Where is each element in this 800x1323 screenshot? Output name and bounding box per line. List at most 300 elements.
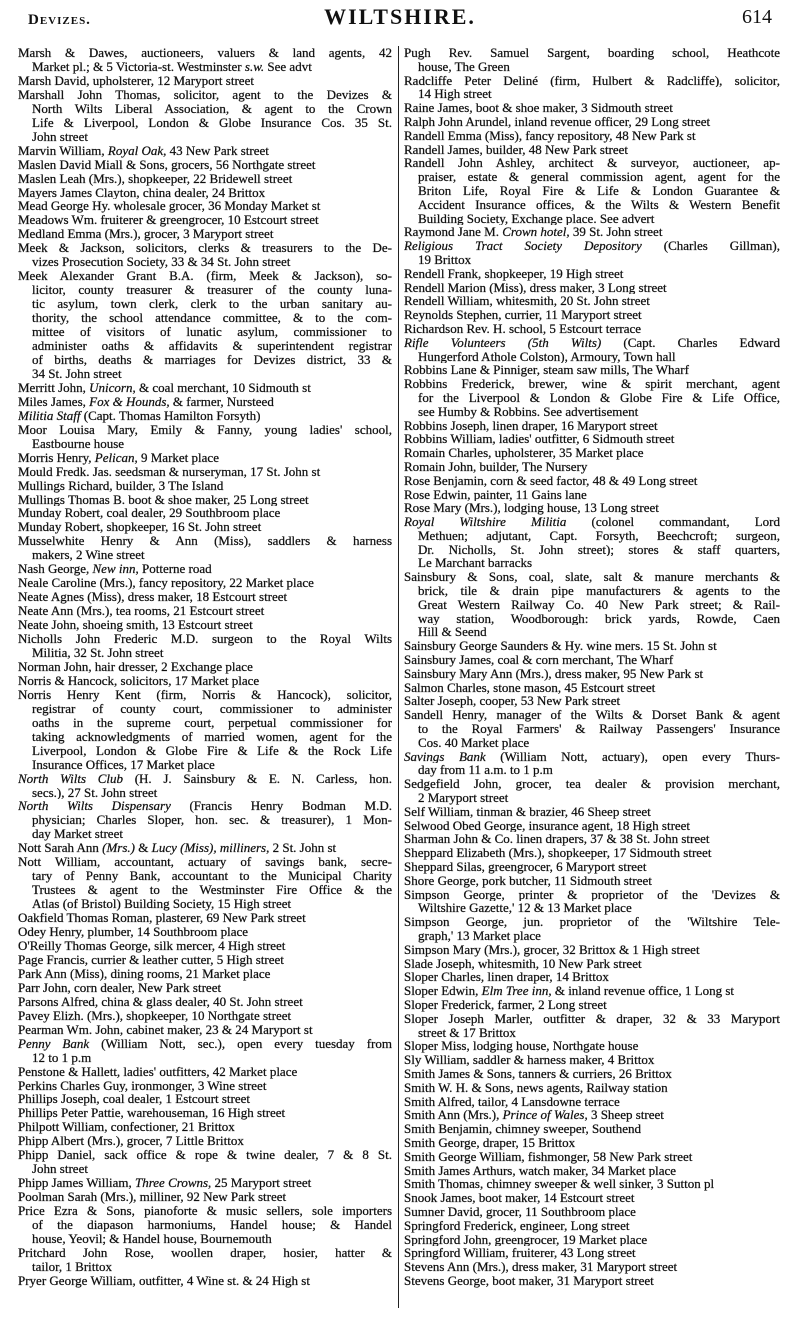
entry-line (404, 901, 780, 915)
directory-entry (404, 156, 780, 225)
entry-text: Pearman Wm. John, cabinet maker, 23 & 24 Maryport st (18, 1022, 313, 1037)
directory-entry (18, 841, 392, 855)
directory-entry (18, 423, 392, 451)
directory-entry (404, 239, 780, 267)
directory-entry (404, 1260, 780, 1274)
entry-text: Springford William, fruiterer, 43 Long street (404, 1246, 636, 1261)
entry-line (18, 576, 392, 590)
entry-line (18, 213, 392, 227)
directory-entry (404, 363, 780, 377)
entry-line (404, 543, 780, 557)
entry-text: John street (32, 129, 88, 144)
entry-text: Meek & Jackson, solicitors, clerks & treasurers to the De- (18, 241, 392, 256)
directory-entry (404, 681, 780, 695)
entry-text: way station, Woodborough: brick yards, Rowde, Caen (418, 611, 780, 626)
entry-line (18, 1079, 392, 1093)
entry-text: Militia, 32 St. John street (32, 645, 164, 660)
entry-line (404, 488, 780, 502)
entry-text: Springford Frederick, engineer, Long street (404, 1218, 630, 1233)
entry-line (18, 158, 392, 172)
entry-line (18, 172, 392, 186)
entry-text: Musselwhite Henry & Ann (Miss), saddlers & harness (18, 534, 392, 549)
entry-line (404, 225, 780, 239)
directory-entry (404, 336, 780, 364)
entry-line (404, 377, 780, 391)
entry-line (18, 799, 392, 813)
entry-text: Smith George William, fishmonger, 58 New Park street (404, 1149, 693, 1164)
entry-line (18, 423, 392, 437)
entry-line (404, 970, 780, 984)
entry-text: See advt (264, 59, 312, 74)
entry-line (18, 702, 392, 716)
entry-line (18, 227, 392, 241)
entry-text: 12 to 1 p.m (32, 1050, 92, 1065)
entry-line (404, 1219, 780, 1233)
entry-text: Randell James, builder, 48 New Park street (404, 142, 629, 157)
entry-italic-name: Militia Staff (18, 408, 81, 423)
entry-text: of the diapason harmoniums, Handel house; & Handel (32, 1218, 392, 1233)
entry-text: Stevens George, boot maker, 31 Maryport street (404, 1273, 654, 1288)
directory-entry (18, 144, 392, 158)
entry-line (404, 363, 780, 377)
entry-text: (Capt. Charles Edward (601, 335, 780, 350)
entry-line (18, 60, 392, 74)
directory-entry (18, 534, 392, 562)
page-number: 614 (742, 6, 772, 28)
entry-text: Sumner David, grocer, 11 Southbroom place (404, 1204, 636, 1219)
entry-text: Randell Emma (Miss), fancy repository, 48 New Park st (404, 128, 696, 143)
entry-text: Eastbourne house (32, 436, 125, 451)
entry-text: Medland Emma (Mrs.), grocer, 3 Maryport street (18, 227, 274, 242)
entry-line (404, 60, 780, 74)
directory-entry (404, 970, 780, 984)
directory-entry (18, 576, 392, 590)
directory-entry (404, 832, 780, 846)
entry-line (18, 1023, 392, 1037)
entry-line (18, 1148, 392, 1162)
entry-text: , 39 St. John street (566, 225, 663, 240)
directory-entry (404, 1108, 780, 1122)
directory-entry (404, 667, 780, 681)
entry-text: , 25 Maryport street (208, 1176, 312, 1191)
entry-text: Simpson Mary (Mrs.), grocer, 32 Brittox & 1 High street (404, 942, 700, 957)
entry-line (18, 353, 392, 367)
entry-text: Pugh Rev. Samuel Sargent, boarding school, Heathcote (404, 46, 780, 60)
directory-entry (18, 409, 392, 423)
entry-line (18, 1051, 392, 1065)
entry-line (404, 336, 780, 350)
entry-line (18, 995, 392, 1009)
entry-text: , 2 St. John st (266, 841, 337, 856)
entry-line (18, 297, 392, 311)
entry-text: Dr. Nicholls, St. John street); stores & staff quarters, (418, 542, 780, 557)
entry-italic-name: Penny Bank (18, 1036, 90, 1051)
entry-text: Salter Joseph, cooper, 53 New Park street (404, 694, 621, 709)
entry-line (18, 883, 392, 897)
column-divider (398, 46, 399, 1308)
entry-line (18, 841, 392, 855)
directory-entry (18, 995, 392, 1009)
entry-text: , 9 Market place (134, 450, 219, 465)
entry-text: Phipp Albert (Mrs.), grocer, 7 Little Brittox (18, 1134, 244, 1149)
entry-line (18, 1162, 392, 1176)
entry-line (18, 855, 392, 869)
directory-entry (404, 984, 780, 998)
entry-text: , Potterne road (135, 562, 212, 577)
entry-line (404, 474, 780, 488)
entry-line (404, 1053, 780, 1067)
entry-line (18, 730, 392, 744)
entry-line (404, 1026, 780, 1040)
entry-text: Sainsbury George Saunders & Hy. wine mers. 15 St. John st (404, 639, 717, 654)
entry-italic-name: North Wilts Dispensary (18, 799, 171, 814)
entry-text: 19 Brittox (418, 252, 472, 267)
entry-text: Rose Edwin, painter, 11 Gains lane (404, 487, 587, 502)
entry-line (404, 805, 780, 819)
entry-line (18, 451, 392, 465)
entry-text: Phillips Joseph, coal dealer, 1 Estcourt street (18, 1092, 250, 1107)
entry-italic-name: Unicorn (89, 380, 133, 395)
entry-line (404, 777, 780, 791)
entry-line (404, 212, 780, 226)
entry-text: Sainsbury James, coal & corn merchant, The Wharf (404, 653, 674, 667)
entry-italic-name: Pelican (94, 450, 135, 465)
directory-entry (404, 488, 780, 502)
entry-text: praiser, estate & general commission agent, agent for the (418, 170, 780, 184)
entry-text: Phipp Daniel, sack office & rope & twine dealer, 7 & 8 St. (18, 1148, 392, 1163)
entry-text: Simpson George, printer & proprietor of the 'Devizes & (404, 887, 780, 902)
entry-line (404, 515, 780, 529)
directory-entry (18, 381, 392, 395)
directory-entry (404, 432, 780, 446)
entry-text: Slade Joseph, whitesmith, 10 New Park street (404, 956, 642, 971)
entry-line (404, 736, 780, 750)
entry-text: for the Liverpool & London & Globe Fire & Life Office, (418, 390, 780, 405)
directory-column-right (404, 46, 780, 1288)
directory-entry (404, 1012, 780, 1040)
entry-text: Nicholls John Frederic M.D. surgeon to the Royal Wilts (18, 632, 392, 646)
entry-text: tic asylum, town clerk, clerk to the urban sanitary au- (32, 297, 392, 312)
entry-italic-name: Religious Tract Society Depository (404, 239, 642, 253)
directory-entry (18, 1079, 392, 1093)
entry-text: (Charles Gillman), (641, 239, 780, 253)
entry-line (404, 598, 780, 612)
entry-text: Mould Fredk. Jas. seedsman & nurseryman, 17 St. John st (18, 464, 321, 479)
directory-entry (404, 1246, 780, 1260)
entry-text: Randell John Ashley, architect & surveyor, auctioneer, ap- (404, 156, 780, 171)
entry-line (404, 846, 780, 860)
entry-text: Maslen David Miall & Sons, grocers, 56 Northgate street (18, 157, 316, 172)
entry-text: Snook James, boot maker, 14 Estcourt street (404, 1191, 635, 1205)
directory-entry (404, 777, 780, 805)
entry-text: Norris Henry Kent (firm, Norris & Hancock), solicitor, (18, 687, 392, 702)
directory-entry (18, 227, 392, 241)
entry-text: Sloper Miss, lodging house, Northgate house (404, 1039, 639, 1054)
entry-text: vizes Prosecution Society, 33 & 34 St. John street (32, 255, 291, 270)
entry-line (404, 1081, 780, 1095)
entry-text: Smith Ann (Mrs.), (404, 1108, 503, 1123)
entry-line (404, 957, 780, 971)
entry-text: Mead George Hy. wholesale grocer, 36 Monday Market st (18, 199, 321, 214)
entry-text: John street (32, 1162, 88, 1177)
entry-line (404, 584, 780, 598)
entry-line (404, 446, 780, 460)
entry-line (18, 1246, 392, 1260)
entry-text: 34 St. John street (32, 366, 122, 381)
entry-text: mittee of visitors of lunatic asylum, commissioner to (32, 325, 392, 340)
directory-entry (18, 506, 392, 520)
entry-line (404, 1246, 780, 1260)
entry-text: Trustees & agent to the Westminster Fire Office & the (32, 883, 392, 898)
entry-line (404, 1164, 780, 1178)
entry-line (404, 198, 780, 212)
entry-line (404, 708, 780, 722)
entry-text: Cos. 40 Market place (418, 735, 530, 750)
entry-line (18, 88, 392, 102)
directory-entry (18, 241, 392, 269)
entry-text: Neate John, shoeing smith, 13 Estcourt street (18, 618, 253, 633)
directory-entry (404, 846, 780, 860)
entry-text: Rose Mary (Mrs.), lodging house, 13 Long street (404, 501, 659, 516)
directory-entry (404, 1136, 780, 1150)
entry-text: Norris & Hancock, solicitors, 17 Market place (18, 673, 260, 688)
entry-italic-name: Prince of Wales (502, 1108, 585, 1123)
entry-text: Merritt John, (18, 380, 90, 395)
entry-text: Sheppard Silas, greengrocer, 6 Maryport street (404, 860, 647, 874)
entry-text: Building Society, Exchange place. See advert (418, 211, 655, 226)
entry-line (404, 529, 780, 543)
entry-line (404, 294, 780, 308)
entry-line (404, 87, 780, 101)
entry-line (404, 115, 780, 129)
directory-entry (18, 911, 392, 925)
directory-entry (18, 1065, 392, 1079)
entry-italic-name: (Mrs.) (102, 841, 135, 856)
entry-text: house, The Green (418, 59, 510, 74)
entry-line (404, 1108, 780, 1122)
entry-text: Meek Alexander Grant B.A. (firm, Meek & Jackson), so- (18, 269, 392, 284)
directory-entry (18, 660, 392, 674)
entry-line (404, 1012, 780, 1026)
entry-text: to the Royal Farmers' & Railway Passengers' Insurance (418, 722, 780, 736)
entry-line (404, 460, 780, 474)
entry-line (404, 1233, 780, 1247)
entry-text: see Humby & Robbins. See advertisement (418, 404, 639, 419)
entry-line (404, 860, 780, 874)
entry-line (18, 618, 392, 632)
entry-line (404, 239, 780, 253)
entry-text: Neate Agnes (Miss), dress maker, 18 Estcourt street (18, 590, 288, 605)
entry-line (18, 1204, 392, 1218)
entry-text: administer oaths & affidavits & superintendent registrar (32, 339, 392, 353)
directory-entry (18, 74, 392, 88)
entry-line (404, 1205, 780, 1219)
entry-line (404, 184, 780, 198)
entry-text: Philpott William, confectioner, 21 Brittox (18, 1120, 235, 1135)
entry-line (18, 869, 392, 883)
entry-text: Munday Robert, shopkeeper, 16 St. John street (18, 520, 262, 535)
entry-text: , & coal merchant, 10 Sidmouth st (132, 380, 311, 395)
entry-line (18, 465, 392, 479)
directory-entry (404, 639, 780, 653)
entry-text: Methuen; adjutant, Capt. Forsyth, Beechcroft; surgeon, (418, 528, 780, 543)
directory-entry (18, 46, 392, 74)
entry-line (404, 943, 780, 957)
entry-line (18, 46, 392, 60)
directory-entry (404, 1067, 780, 1081)
entry-line (404, 170, 780, 184)
entry-line (404, 267, 780, 281)
entry-line (404, 129, 780, 143)
entry-text: Rendell Frank, shopkeeper, 19 High street (404, 266, 624, 281)
entry-text: (colonel commandant, Lord (566, 515, 780, 529)
directory-entry (18, 269, 392, 381)
entry-line (18, 604, 392, 618)
entry-text: Phipp James William, (18, 1176, 135, 1191)
directory-entry (18, 1190, 392, 1204)
entry-line (18, 548, 392, 562)
entry-text: Smith Alfred, tailor, 4 Lansdowne terrace (404, 1094, 620, 1109)
entry-text: street & 17 Brittox (418, 1025, 516, 1040)
entry-line (404, 1095, 780, 1109)
directory-entry (18, 1009, 392, 1023)
directory-entry (18, 1023, 392, 1037)
entry-text: Liverpool, London & Globe Fire & Life & the Rock Life (32, 743, 392, 758)
entry-text: Shore George, pork butcher, 11 Sidmouth street (404, 873, 652, 888)
entry-text: house, Yeovil; & Handel house, Bournemouth (32, 1232, 272, 1246)
entry-line (18, 953, 392, 967)
directory-entry (404, 1039, 780, 1053)
entry-text: Marvin William, (18, 143, 108, 158)
entry-text: Price Ezra & Sons, pianoforte & music sellers, sole importers (18, 1204, 392, 1219)
entry-line (18, 102, 392, 116)
directory-entry (404, 915, 780, 943)
directory-entry (404, 1191, 780, 1205)
entry-text: taking acknowledgments of married women, agent for the (32, 729, 392, 744)
entry-text: Odey Henry, plumber, 14 Southbroom place (18, 925, 249, 939)
entry-line (18, 1009, 392, 1023)
entry-text: Parr John, corn dealer, New Park street (18, 980, 222, 995)
entry-line (18, 241, 392, 255)
entry-line (404, 253, 780, 267)
directory-entry (404, 267, 780, 281)
entry-line (404, 1039, 780, 1053)
directory-entry (18, 855, 392, 911)
entry-line (18, 1037, 392, 1051)
entry-line (18, 130, 392, 144)
entry-line (18, 786, 392, 800)
entry-text: , & inland revenue office, 1 Long st (548, 984, 735, 998)
entry-line (18, 409, 392, 423)
entry-text: Smith James & Sons, tanners & curriers, 26 Brittox (404, 1066, 672, 1081)
entry-text: Pavey Elizh. (Mrs.), shopkeeper, 10 Northgate street (18, 1008, 292, 1023)
entry-line (18, 339, 392, 353)
directory-entry (404, 860, 780, 874)
entry-text: Phillips Peter Pattie, warehouseman, 16 High street (18, 1106, 286, 1121)
entry-line (404, 639, 780, 653)
entry-line (404, 74, 780, 88)
entry-text: Simpson George, jun. proprietor of the 'Wiltshire Tele- (404, 915, 780, 929)
entry-line (18, 311, 392, 325)
entry-text: 14 High street (418, 87, 492, 102)
entry-line (18, 381, 392, 395)
entry-italic-name: s.w. (244, 59, 265, 74)
entry-line (18, 981, 392, 995)
directory-entry (18, 632, 392, 660)
entry-line (404, 750, 780, 764)
entry-text: Nott William, accountant, actuary of savings bank, secre- (18, 855, 392, 870)
directory-entry (404, 501, 780, 515)
directory-entry (404, 1177, 780, 1191)
entry-text: Mayers James Clayton, china dealer, 24 Brittox (18, 185, 266, 200)
entry-text: Rendell Marion (Miss), dress maker, 3 Long street (404, 280, 667, 295)
directory-entry (404, 308, 780, 322)
entry-line (404, 101, 780, 115)
directory-entry (18, 925, 392, 939)
entry-text: day Market street (32, 827, 123, 842)
entry-text: physician; Charles Sloper, hon. sec. & treasurer), 1 Mon- (32, 813, 392, 828)
entry-text: secs.), 27 St. John street (32, 785, 158, 800)
entry-line (404, 322, 780, 336)
directory-entry (404, 1233, 780, 1247)
entry-text: 2 Maryport street (418, 791, 509, 805)
entry-text: Great Western Railway Co. 40 New Park street; & Rail- (418, 597, 780, 612)
entry-text: North Wilts Liberal Association, & agent to the Crown (32, 101, 392, 116)
entry-text: Robbins Joseph, linen draper, 16 Maryport street (404, 418, 658, 433)
entry-italic-name: Royal Wiltshire Militia (404, 515, 567, 529)
directory-entry (18, 562, 392, 576)
entry-line (18, 1176, 392, 1190)
entry-italic-name: Savings Bank (404, 749, 486, 764)
entry-line (404, 1122, 780, 1136)
entry-line (18, 1134, 392, 1148)
entry-text: Park Ann (Miss), dining rooms, 21 Market place (18, 966, 271, 981)
directory-entry (18, 479, 392, 493)
entry-line (18, 688, 392, 702)
directory-entry (18, 1246, 392, 1274)
entry-text: Maslen Leah (Mrs.), shopkeeper, 22 Bridewell street (18, 171, 293, 186)
entry-text: Neate Ann (Mrs.), tea rooms, 21 Estcourt street (18, 604, 265, 619)
directory-entry (18, 688, 392, 772)
entry-line (18, 813, 392, 827)
directory-entry (18, 618, 392, 632)
entry-text: Raymond Jane M. (404, 225, 503, 240)
entry-line (404, 1191, 780, 1205)
entry-line (404, 432, 780, 446)
entry-text: brick, tile & drain pipe manufacturers & agents to the (418, 584, 780, 598)
directory-entry (18, 520, 392, 534)
entry-italic-name: New inn (92, 562, 136, 577)
entry-text: Miles James, (18, 394, 90, 409)
entry-line (404, 694, 780, 708)
entry-text: (H. J. Sainsbury & E. N. Carless, hon. (123, 771, 392, 786)
entry-text: Romain John, builder, The Nursery (404, 459, 588, 474)
directory-entry (404, 294, 780, 308)
entry-line (404, 46, 780, 60)
entry-text: Insurance Offices, 17 Market place (32, 757, 215, 772)
directory-entry (18, 953, 392, 967)
entry-line (18, 967, 392, 981)
entry-text: Rose Benjamin, corn & seed factor, 48 & 49 Long street (404, 473, 698, 488)
entry-line (404, 653, 780, 667)
directory-entry (404, 1095, 780, 1109)
entry-text: (Francis Henry Bodman M.D. (170, 799, 392, 814)
entry-line (404, 419, 780, 433)
directory-entry (404, 419, 780, 433)
entry-line (18, 367, 392, 381)
entry-text: Oakfield Thomas Roman, plasterer, 69 New Park street (18, 911, 306, 926)
entry-line (18, 827, 392, 841)
